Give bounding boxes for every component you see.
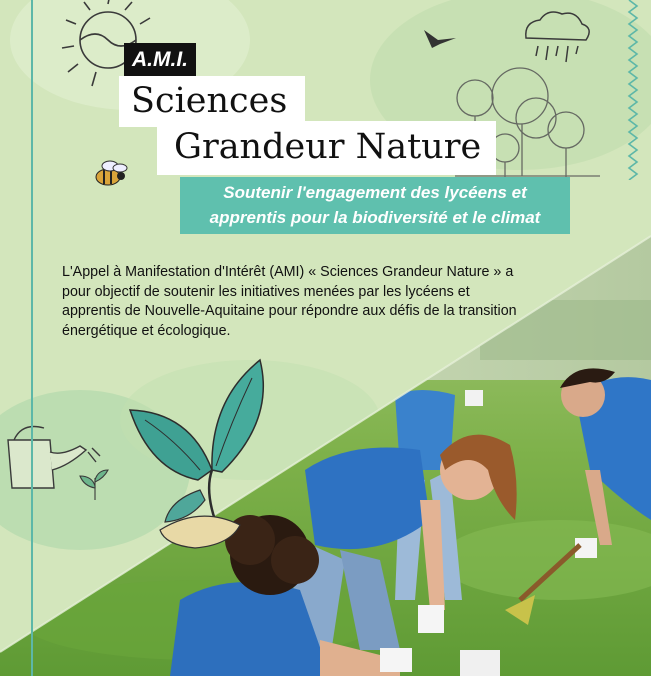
ami-tag: A.M.I. (124, 43, 196, 77)
subtitle-line-1: Soutenir l'engagement des lycéens et (223, 183, 527, 202)
zigzag-border (627, 0, 639, 180)
subtitle-banner (180, 177, 570, 234)
intro-paragraph: L'Appel à Manifestation d'Intérêt (AMI) « Sciences Grandeur Nature » a pour objectif de soutenir les initiatives menées par les lycéens et apprentis de Nouvelle-Aquitaine pour répondre aux défis de la transition énergétique et écologique. (62, 264, 517, 339)
subtitle-line-2: apprentis pour la biodiversité et le climat (209, 208, 541, 227)
title-line-2: Grandeur Nature (157, 121, 496, 175)
title-line-1: Sciences (119, 76, 305, 127)
left-accent-line (31, 0, 33, 676)
